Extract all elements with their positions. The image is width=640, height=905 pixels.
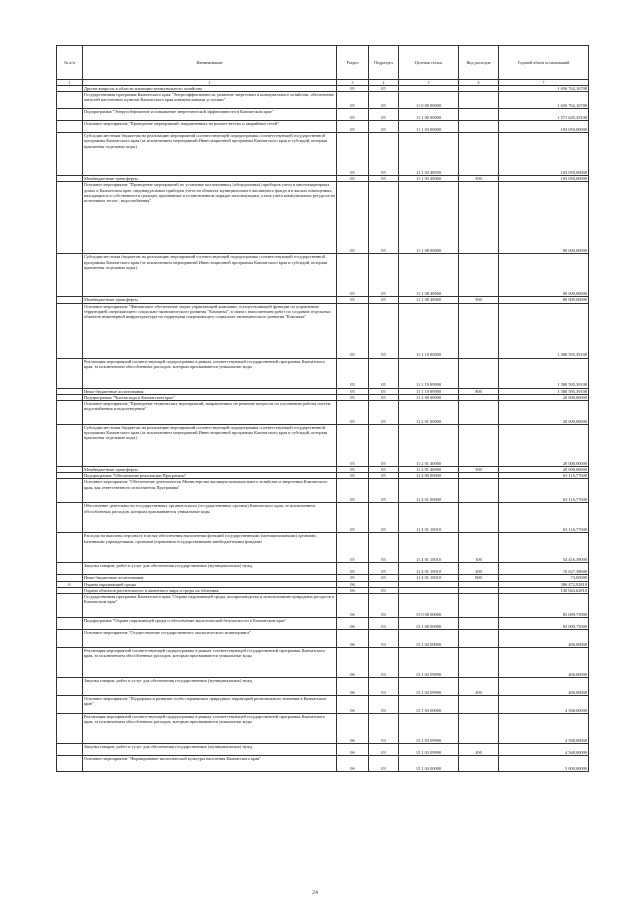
row-expense-type: 200: [459, 744, 499, 756]
row-podrazdel: 03: [369, 587, 399, 593]
row-target-article: 15 0 00 00000: [399, 594, 459, 618]
row-razdel: 06: [337, 744, 369, 756]
row-expense-type: [459, 303, 499, 358]
row-num: [57, 503, 83, 533]
table-row: [57, 92, 589, 109]
header-index-cell: 6: [459, 80, 499, 86]
row-amount: 65 116,77600: [499, 473, 589, 479]
row-amount: 400,00000: [499, 648, 589, 678]
row-razdel: 06: [337, 618, 369, 630]
budget-allocation-table: [56, 45, 589, 772]
row-name: Государственная программа Камчатского края "Охрана окружающей среды, воспроизводство и использование природных ресурсов в Камчатском крае": [83, 594, 337, 618]
row-num: [57, 744, 83, 756]
row-expense-type: [459, 358, 499, 388]
row-name: Охрана окружающей среды: [83, 581, 337, 587]
row-amount: 306 472,92810: [499, 581, 589, 587]
row-name: Основное мероприятие "Формирование экологической культуры населения Камчатского края": [83, 756, 337, 772]
row-num: [57, 563, 83, 575]
row-target-article: 15 1 04 00000: [399, 756, 459, 772]
row-razdel: 05: [337, 533, 369, 563]
table-body: [57, 86, 589, 772]
table-row: [57, 503, 589, 533]
row-razdel: 06: [337, 581, 369, 587]
row-name: Основное мероприятие "Осуществление государственного экологического мониторинга": [83, 630, 337, 648]
row-expense-type: 200: [459, 678, 499, 696]
row-name: Подпрограмма "Чистая вода в Камчатском крае": [83, 394, 337, 400]
row-target-article: 15 1 02 00000: [399, 630, 459, 648]
row-name: Государственная программа Камчатского края "Энергоэффективность, развитие энергетики и коммунального хозяйства, обеспечение жителей населенных пунктов Камчатского края коммунальными услугами": [83, 92, 337, 109]
row-podrazdel: 03: [369, 678, 399, 696]
row-podrazdel: 05: [369, 467, 399, 473]
row-name: Реализация мероприятий соответствующей подпрограммы в рамках соответствующей государственной программы Камчатского края, за исключением обособленных расходов, которым присваиваются уникальные коды: [83, 358, 337, 388]
row-podrazdel: 05: [369, 479, 399, 503]
row-num: [57, 479, 83, 503]
table-row: [57, 630, 589, 648]
row-expense-type: [459, 756, 499, 772]
row-amount: 80 000,00000: [499, 297, 589, 303]
row-name: Закупка товаров, работ и услуг для обеспечения государственных (муниципальных) нужд: [83, 744, 337, 756]
header-index-cell: 4: [369, 80, 399, 86]
row-target-article: 11 1 03 40060: [399, 176, 459, 182]
row-target-article: 11 2 00 00000: [399, 394, 459, 400]
row-name: Другие вопросы в области жилищно-коммунального хозяйства: [83, 86, 337, 92]
row-num: [57, 630, 83, 648]
row-amount: 5 000,00000: [499, 756, 589, 772]
row-name: Основное мероприятие "Проведение мероприятий, направленных на ремонт ветхих и аварийных сетей": [83, 121, 337, 133]
row-podrazdel: 05: [369, 303, 399, 358]
row-num: [57, 618, 83, 630]
row-podrazdel: 03: [369, 594, 399, 618]
row-amount: 20 000,00000: [499, 401, 589, 425]
row-target-article: 11 0 00 00000: [399, 92, 459, 109]
header-index-cell: 5: [399, 80, 459, 86]
row-num: [57, 133, 83, 176]
header-index-cell: 2: [83, 80, 337, 86]
row-amount: 1 571 645,39108: [499, 109, 589, 121]
table-row: [57, 563, 589, 575]
row-expense-type: [459, 648, 499, 678]
row-podrazdel: 05: [369, 388, 399, 394]
header-index-cell: 3: [337, 80, 369, 86]
table-row: [57, 121, 589, 133]
row-razdel: 06: [337, 678, 369, 696]
row-amount: 20 000,00000: [499, 467, 589, 473]
header-num: № п/п: [57, 46, 83, 80]
row-podrazdel: 03: [369, 756, 399, 772]
row-razdel: 05: [337, 479, 369, 503]
row-name: Основное мероприятие "Проведение мероприятий по установке коллективных (общедомовых) приборов учета в многоквартирных домах в Камчатском крае, индивидуальных приборов учета на объектах муниципального жилищного фонда и в жилых помещениях, находящихся в собственности граждан, признанных в установленном порядке малоимущими, узлов учета коммунальных ресурсов на источниках тепло-, водоснабжения": [83, 182, 337, 254]
row-target-article: 15 1 03 00000: [399, 696, 459, 714]
row-razdel: 05: [337, 394, 369, 400]
row-target-article: 11 4 01 10010: [399, 575, 459, 581]
row-podrazdel: 05: [369, 182, 399, 254]
row-razdel: 06: [337, 594, 369, 618]
row-podrazdel: 05: [369, 254, 399, 297]
header-index-cell: 1: [57, 80, 83, 86]
row-name: Иные бюджетные ассигнования: [83, 575, 337, 581]
row-expense-type: 800: [459, 575, 499, 581]
row-podrazdel: 05: [369, 533, 399, 563]
row-razdel: 05: [337, 86, 369, 92]
row-name: Обеспечение деятельности государственных органов власти (государственных органов) Камчатского края, за исключением обособленных расходов, которым присваиваются уникальные коды: [83, 503, 337, 533]
row-name: Закупка товаров, работ и услуг для обеспечения государственных (муниципальных) нужд: [83, 563, 337, 575]
row-amount: 54 416,39000: [499, 533, 589, 563]
header-target-article: Целевая статья: [399, 46, 459, 80]
row-target-article: 11 2 01 00000: [399, 401, 459, 425]
row-razdel: 05: [337, 92, 369, 109]
row-name: Закупка товаров, работ и услуг для обеспечения государственных (муниципальных) нужд: [83, 678, 337, 696]
table-row: [57, 401, 589, 425]
row-expense-type: [459, 503, 499, 533]
row-podrazdel: 05: [369, 86, 399, 92]
row-expense-type: [459, 594, 499, 618]
row-podrazdel: 03: [369, 714, 399, 744]
row-expense-type: [459, 618, 499, 630]
table-row: [57, 533, 589, 563]
row-target-article: 11 1 19 09990: [399, 388, 459, 394]
row-target-article: 15 1 02 09990: [399, 648, 459, 678]
row-podrazdel: 05: [369, 394, 399, 400]
row-podrazdel: 05: [369, 503, 399, 533]
row-expense-type: [459, 401, 499, 425]
row-name: Охрана объектов растительного и животного мира и среды их обитания: [83, 587, 337, 593]
row-expense-type: [459, 92, 499, 109]
row-num: [57, 425, 83, 467]
row-razdel: 06: [337, 696, 369, 714]
row-razdel: 05: [337, 358, 369, 388]
row-amount: 80 000,00000: [499, 182, 589, 254]
row-name: Реализация мероприятий соответствующей подпрограммы в рамках соответствующей государственной программы Камчатского края, за исключением обособленных расходов, которым присваиваются уникальные коды: [83, 714, 337, 744]
row-target-article: 11 4 00 00000: [399, 473, 459, 479]
header-annual-amount: Годовой объем ассигнований: [499, 46, 589, 80]
table-row: [57, 425, 589, 467]
row-razdel: 06: [337, 714, 369, 744]
row-amount: 103 050,00000: [499, 121, 589, 133]
row-podrazdel: 03: [369, 648, 399, 678]
row-target-article: 11 4 01 10010: [399, 563, 459, 575]
row-target-article: 11 2 01 40060: [399, 425, 459, 467]
row-razdel: 05: [337, 254, 369, 297]
row-podrazdel: 05: [369, 563, 399, 575]
table-row: [57, 182, 589, 254]
row-num: [57, 696, 83, 714]
row-amount: 400,00000: [499, 630, 589, 648]
row-amount: 20 000,00000: [499, 425, 589, 467]
row-expense-type: [459, 425, 499, 467]
row-podrazdel: 05: [369, 133, 399, 176]
row-razdel: 05: [337, 182, 369, 254]
row-amount: 83 009,75000: [499, 618, 589, 630]
row-expense-type: [459, 121, 499, 133]
row-target-article: 15 1 02 09990: [399, 678, 459, 696]
row-razdel: 05: [337, 563, 369, 575]
row-num: [57, 92, 83, 109]
row-target-article: 11 1 00 00000: [399, 109, 459, 121]
row-amount: 1 656 762,16708: [499, 86, 589, 92]
row-razdel: 05: [337, 297, 369, 303]
row-amount: 83 009,75000: [499, 594, 589, 618]
row-target-article: 11 1 19 00000: [399, 303, 459, 358]
row-name: Основное мероприятие "Финансовое обеспечение затрат управляющей компании, осуществляющей функции по управлению территорией опережающего социально-экономического развития "Камчатка", в связи с выполнением работ по созданию отдельных объектов инженерной инфраструктуры на территории опережающего социально-экономического развития "Камчатка": [83, 303, 337, 358]
row-expense-type: 200: [459, 563, 499, 575]
row-podrazdel: 03: [369, 630, 399, 648]
row-podrazdel: 05: [369, 473, 399, 479]
row-amount: 20 000,00000: [499, 394, 589, 400]
row-name: Подпрограмма "Энергосбережение и повышение энергетической эффективности в Камчатском крае": [83, 109, 337, 121]
row-target-article: 15 1 03 09990: [399, 714, 459, 744]
row-podrazdel: 05: [369, 575, 399, 581]
row-razdel: 05: [337, 575, 369, 581]
row-target-article: 11 1 08 40060: [399, 254, 459, 297]
row-target-article: 15 1 00 00000: [399, 618, 459, 630]
row-expense-type: 800: [459, 388, 499, 394]
row-target-article: 15 1 03 09990: [399, 744, 459, 756]
row-podrazdel: 05: [369, 109, 399, 121]
row-amount: 1 656 762,16708: [499, 92, 589, 109]
row-target-article: 11 1 03 40050: [399, 133, 459, 176]
row-razdel: 05: [337, 388, 369, 394]
row-podrazdel: 05: [369, 92, 399, 109]
row-target-article: 11 2 01 40060: [399, 467, 459, 473]
row-expense-type: [459, 714, 499, 744]
row-podrazdel: 05: [369, 358, 399, 388]
row-razdel: 06: [337, 648, 369, 678]
row-name: Основное мероприятие "Обеспечение деятельности Министерства жилищно-коммунального хозяйства и энергетики Камчатского края, как ответственного исполнителя Программы": [83, 479, 337, 503]
row-expense-type: 500: [459, 176, 499, 182]
row-name: Субсидии местным бюджетам на реализацию мероприятий соответствующей подпрограммы соответствующей государственной программы Камчатского края (за исключением мероприятий Инвестиционной программы Камчатского края и субсидий, которым присвоены отдельные коды): [83, 425, 337, 467]
row-razdel: 05: [337, 401, 369, 425]
row-target-article: 11 1 08 00000: [399, 182, 459, 254]
row-num: 6: [57, 581, 83, 587]
row-target-article: 11 4 01 00000: [399, 479, 459, 503]
row-amount: 1 388 595,39108: [499, 358, 589, 388]
row-target-article: 11 1 08 40060: [399, 297, 459, 303]
row-expense-type: 500: [459, 467, 499, 473]
row-podrazdel: 03: [369, 744, 399, 756]
row-razdel: 06: [337, 630, 369, 648]
row-amount: 103 050,00000: [499, 176, 589, 182]
row-podrazdel: 03: [369, 696, 399, 714]
row-num: [57, 678, 83, 696]
row-podrazdel: 05: [369, 176, 399, 182]
row-amount: 4 568,00000: [499, 696, 589, 714]
table-row: [57, 678, 589, 696]
table-row: [57, 756, 589, 772]
row-razdel: 05: [337, 133, 369, 176]
row-num: [57, 182, 83, 254]
row-num: [57, 533, 83, 563]
row-name: Субсидии местным бюджетам на реализацию мероприятий соответствующей подпрограммы соответствующей государственной программы Камчатского края (за исключением мероприятий Инвестиционной программы Камчатского края и субсидий, которым присвоены отдельные коды): [83, 133, 337, 176]
row-razdel: 06: [337, 587, 369, 593]
row-amount: 4 568,00000: [499, 744, 589, 756]
table-row: [57, 479, 589, 503]
table-row: [57, 618, 589, 630]
table-row: [57, 303, 589, 358]
row-name: Межбюджетные трансферты: [83, 176, 337, 182]
row-podrazdel: 03: [369, 618, 399, 630]
row-podrazdel: 05: [369, 401, 399, 425]
header-razdel: Раздел: [337, 46, 369, 80]
row-expense-type: [459, 109, 499, 121]
table-row: [57, 648, 589, 678]
row-num: [57, 594, 83, 618]
table-row: [57, 358, 589, 388]
row-name: Субсидии местным бюджетам на реализацию мероприятий соответствующей подпрограммы соответствующей государственной программы Камчатского края (за исключением мероприятий Инвестиционной программы Камчатского края и субсидий, которым присвоены отдельные коды): [83, 254, 337, 297]
row-name: Подпрограмма "Обеспечение реализации Программы": [83, 473, 337, 479]
row-num: [57, 358, 83, 388]
row-expense-type: [459, 696, 499, 714]
row-target-article: 11 1 03 00000: [399, 121, 459, 133]
table-row: [57, 133, 589, 176]
row-amount: 130 043,62810: [499, 587, 589, 593]
row-razdel: 05: [337, 503, 369, 533]
row-razdel: 05: [337, 121, 369, 133]
header-name: Наименование: [83, 46, 337, 80]
row-name: Межбюджетные трансферты: [83, 297, 337, 303]
table-row: [57, 109, 589, 121]
row-num: [57, 109, 83, 121]
row-podrazdel: 05: [369, 425, 399, 467]
row-podrazdel: 05: [369, 121, 399, 133]
budget-table-sheet: [56, 45, 588, 772]
row-expense-type: 100: [459, 533, 499, 563]
row-num: [57, 648, 83, 678]
row-num: [57, 303, 83, 358]
row-name: Иные бюджетные ассигнования: [83, 388, 337, 394]
row-name: Подпрограмма "Охрана окружающей среды и обеспечение экологической безопасности в Камчатском крае": [83, 618, 337, 630]
row-num: [57, 254, 83, 297]
row-name: Основное мероприятие "Проведение технических мероприятий, направленных на решение вопросов по улучшению работы систем водоснабжения и водоотведения": [83, 401, 337, 425]
row-expense-type: [459, 479, 499, 503]
table-row: [57, 696, 589, 714]
row-name: Основное мероприятие "Поддержка и развитие особо охраняемых природных территорий регионального значения в Камчатском крае": [83, 696, 337, 714]
header-expense-type: Вид расходов: [459, 46, 499, 80]
row-expense-type: [459, 254, 499, 297]
row-razdel: 05: [337, 473, 369, 479]
row-razdel: 05: [337, 109, 369, 121]
row-num: [57, 756, 83, 772]
row-name: Межбюджетные трансферты: [83, 467, 337, 473]
row-amount: 400,00000: [499, 678, 589, 696]
row-num: [57, 401, 83, 425]
row-razdel: 05: [337, 425, 369, 467]
row-razdel: 05: [337, 303, 369, 358]
row-name: Расходы на выплаты персоналу в целях обеспечения выполнения функций государственными (муниципальными) органами, казенными учреждениями, органами управления государственными внебюджетными фондами: [83, 533, 337, 563]
row-name: Реализация мероприятий соответствующей подпрограммы в рамках соответствующей государственной программы Камчатского края, за исключением обособленных расходов, которым присваиваются уникальные коды: [83, 648, 337, 678]
row-amount: 10 627,38600: [499, 563, 589, 575]
row-expense-type: 500: [459, 297, 499, 303]
row-razdel: 06: [337, 756, 369, 772]
row-amount: 1 388 595,39108: [499, 388, 589, 394]
row-target-article: 11 4 01 10010: [399, 503, 459, 533]
table-row: [57, 744, 589, 756]
table-row: [57, 714, 589, 744]
row-num: [57, 714, 83, 744]
table-row: [57, 594, 589, 618]
row-razdel: 05: [337, 467, 369, 473]
table-header: [57, 46, 589, 86]
row-amount: 103 050,00000: [499, 133, 589, 176]
row-amount: 65 116,77600: [499, 503, 589, 533]
row-amount: 4 568,00000: [499, 714, 589, 744]
row-amount: 73,00000: [499, 575, 589, 581]
row-expense-type: [459, 133, 499, 176]
row-razdel: 05: [337, 176, 369, 182]
row-target-article: 11 4 01 10010: [399, 533, 459, 563]
table-row: [57, 254, 589, 297]
row-num: [57, 121, 83, 133]
header-index-cell: 7: [499, 80, 589, 86]
row-target-article: 11 1 19 09990: [399, 358, 459, 388]
row-amount: 80 000,00000: [499, 254, 589, 297]
row-podrazdel: 05: [369, 297, 399, 303]
header-podrazdel: Подраздел: [369, 46, 399, 80]
row-expense-type: [459, 182, 499, 254]
page-number: 24: [312, 890, 318, 896]
row-expense-type: [459, 630, 499, 648]
row-amount: 65 116,77600: [499, 479, 589, 503]
row-amount: 1 388 595,39108: [499, 303, 589, 358]
